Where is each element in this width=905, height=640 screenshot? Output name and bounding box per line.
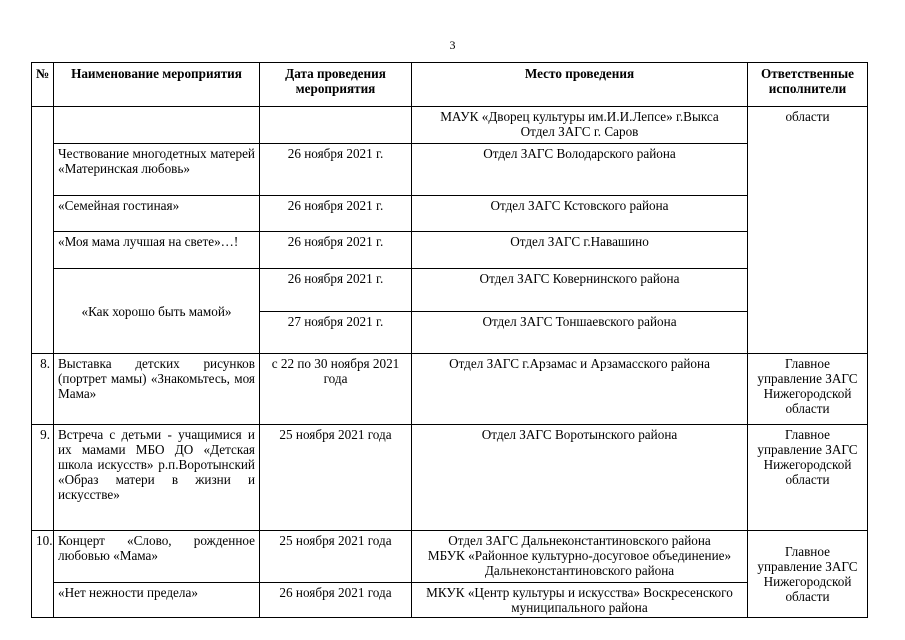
place-line: Отдел ЗАГС Дальнеконстантиновского района <box>448 533 711 548</box>
place-cell: МКУК «Центр культуры и искусства» Воскресенского муниципального района <box>412 583 748 618</box>
row-number-cell: 9. <box>32 425 54 531</box>
event-name-cell: «Моя мама лучшая на свете»…! <box>54 232 260 269</box>
place-cell: Отдел ЗАГС Воротынского района <box>412 425 748 531</box>
header-event-name: Наименование мероприятия <box>54 63 260 107</box>
table-row <box>32 425 868 531</box>
place-cell: Отдел ЗАГС Володарского района <box>412 144 748 196</box>
table-row <box>32 232 868 269</box>
header-number: № <box>32 63 54 107</box>
date-cell: с 22 по 30 ноября 2021 года <box>260 354 412 425</box>
table-row <box>32 583 868 618</box>
place-cell: Отдел ЗАГС Тоншаевского района <box>412 312 748 354</box>
event-name-cell: Чествование многодетных матерей «Материнская любовь» <box>54 144 260 196</box>
table-row <box>32 196 868 232</box>
table-header-row <box>32 63 868 107</box>
header-place: Место проведения <box>412 63 748 107</box>
event-name-cell <box>54 107 260 144</box>
events-table <box>31 62 868 618</box>
row-number-cell: 8. <box>32 354 54 425</box>
table-row <box>32 531 868 583</box>
responsible-cell: Главное управление ЗАГС Нижегородской области <box>748 354 868 425</box>
table-row <box>32 107 868 144</box>
place-line: МБУК «Районное культурно-досуговое объединение» Дальнеконстантиновского района <box>427 548 732 578</box>
date-cell: 26 ноября 2021 г. <box>260 196 412 232</box>
date-cell: 26 ноября 2021 г. <box>260 144 412 196</box>
place-cell: Отдел ЗАГС Ковернинского района <box>412 269 748 312</box>
date-cell: 27 ноября 2021 г. <box>260 312 412 354</box>
table-row <box>32 269 868 312</box>
header-responsible: Ответственные исполнители <box>748 63 868 107</box>
event-name-cell: Встреча с детьми - учащимися и их мамами МБО ДО «Детская школа искусств» р.п.Воротынский «Образ матери в жизни и искусстве» <box>54 425 260 531</box>
event-name-cell: Выставка детских рисунков (портрет мамы) «Знакомьтесь, моя Мама» <box>54 354 260 425</box>
event-name-cell: «Семейная гостиная» <box>54 196 260 232</box>
date-cell: 26 ноября 2021 г. <box>260 269 412 312</box>
date-cell: 25 ноября 2021 года <box>260 531 412 583</box>
event-name-cell: «Как хорошо быть мамой» <box>54 269 260 354</box>
date-cell: 26 ноября 2021 г. <box>260 232 412 269</box>
table-row <box>32 144 868 196</box>
date-cell: 26 ноября 2021 года <box>260 583 412 618</box>
row-number-cell: 10. <box>32 531 54 618</box>
date-cell <box>260 107 412 144</box>
page-number: 3 <box>449 38 456 52</box>
place-cell <box>412 107 748 144</box>
place-cell: Отдел ЗАГС Кстовского района <box>412 196 748 232</box>
place-cell: Отдел ЗАГС г.Навашино <box>412 232 748 269</box>
table-row <box>32 354 868 425</box>
place-line: МАУК «Дворец культуры им.И.И.Лепсе» г.Выкса <box>440 109 719 124</box>
row-number-cell <box>32 107 54 354</box>
date-cell: 25 ноября 2021 года <box>260 425 412 531</box>
header-date: Дата проведения мероприятия <box>260 63 412 107</box>
place-cell <box>412 531 748 583</box>
responsible-cell: области <box>748 107 868 354</box>
responsible-cell: Главное управление ЗАГС Нижегородской области <box>748 531 868 618</box>
event-name-cell: Концерт «Слово, рожденное любовью «Мама» <box>54 531 260 583</box>
event-name-cell: «Нет нежности предела» <box>54 583 260 618</box>
place-line: Отдел ЗАГС г. Саров <box>520 124 639 139</box>
responsible-cell: Главное управление ЗАГС Нижегородской области <box>748 425 868 531</box>
place-cell: Отдел ЗАГС г.Арзамас и Арзамасского района <box>412 354 748 425</box>
